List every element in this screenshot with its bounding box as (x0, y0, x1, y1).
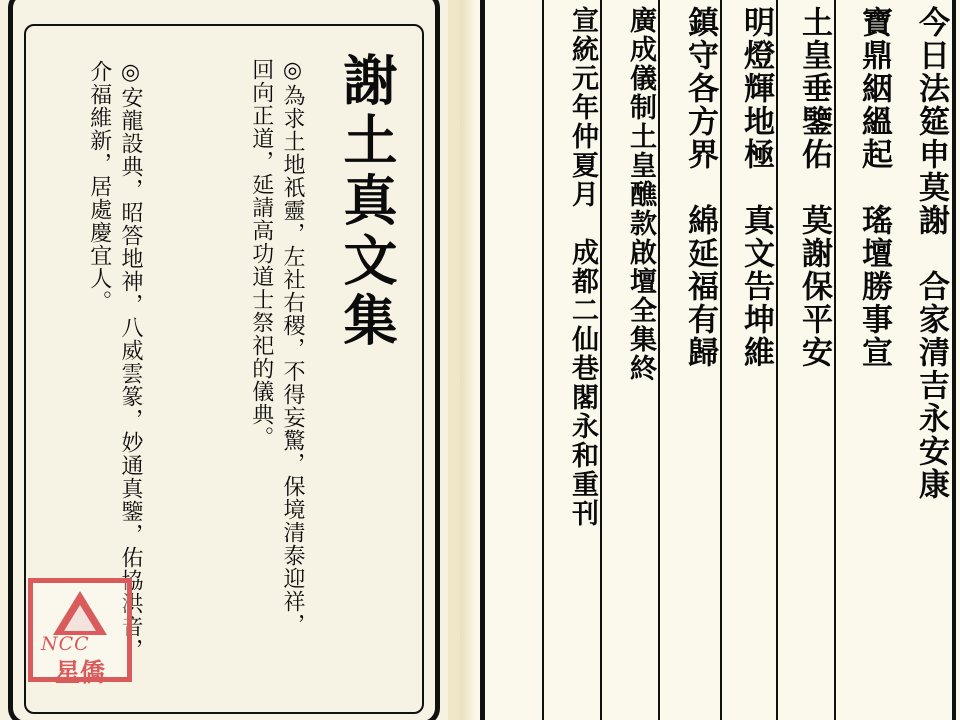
column-text: 宣統元年仲夏月 成都二仙巷閣永和重刊 (567, 6, 598, 528)
publisher-stamp (28, 578, 132, 687)
left-page (0, 0, 456, 720)
page-title: 謝土真文集 (335, 52, 399, 352)
stamp-latin-text: NCC (41, 633, 90, 655)
book-gutter (448, 0, 460, 720)
text-column-1 (894, 0, 951, 720)
text-column-container (485, 0, 951, 720)
text-column-2 (834, 0, 894, 720)
text-column-7 (542, 0, 600, 720)
book-gutter-shadow (460, 0, 476, 720)
triangle-logo-inner-icon (64, 605, 96, 631)
column-text: 鎮守各方界 綿延福有歸 (682, 6, 718, 369)
text-column-3 (776, 0, 834, 720)
text-column-4 (720, 0, 776, 720)
column-text: 寶鼎絪縕起 瑤壇勝事宣 (856, 6, 892, 369)
stamp-chinese-text: 星僑 (54, 658, 105, 687)
text-column-5 (658, 0, 720, 720)
column-text: 廣成儀制土皇醮款啟壇全集終 (625, 6, 656, 383)
paragraph-2: ◎安龍設典，昭答地神，八威雲篆，妙通真鑒，佑協洪音，介福維新，居處慶宜人。 (86, 60, 143, 661)
text-column-6 (600, 0, 658, 720)
column-text: 明燈輝地極 真文告坤維 (738, 6, 774, 369)
column-text: 今日法筵申莫謝 合家清吉永安康 (913, 6, 949, 501)
right-page (476, 0, 960, 720)
column-text: 土皇垂鑒佑 莫謝保平安 (796, 6, 832, 369)
paragraph-1: ◎為求土地祇靈，左社右稷，不得妄驚，保境清泰迎祥，回向正道，延請高功道士祭祀的儀典。 (248, 58, 305, 636)
